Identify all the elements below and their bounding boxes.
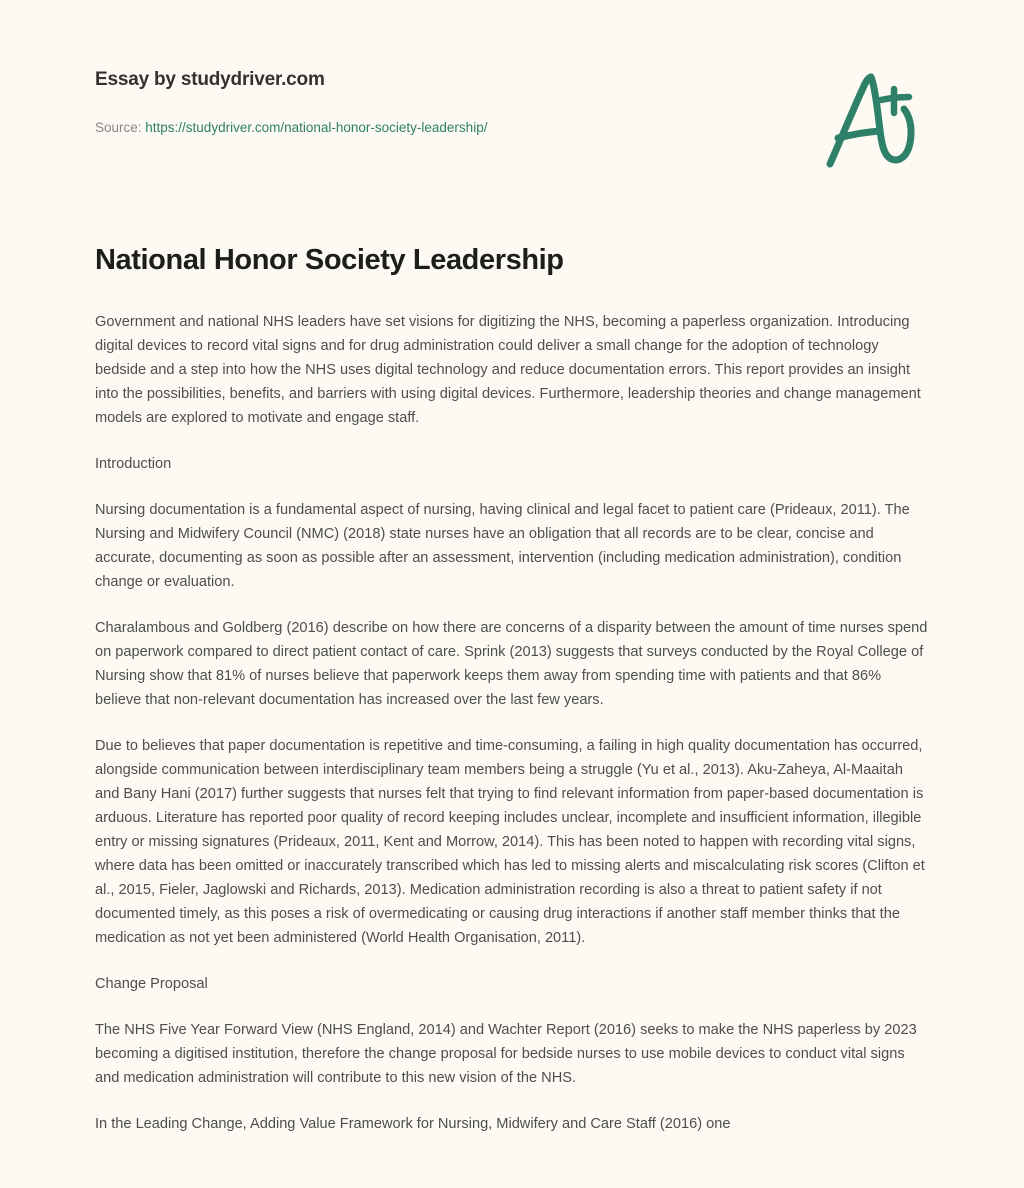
paragraph-intro-2: Charalambous and Goldberg (2016) describe on how there are concerns of a disparity between the amount of time nurses spend on paperwork compared to direct patient contact of care. Sprink (2013) suggests that surveys conducted by the Royal College of Nursing show that 81% of nurses believe that paperwork keeps them away from spending time with patients and that 86% believe that non-relevant documentation has increased over the last few years.	[95, 619, 928, 708]
paragraph-intro-1: Nursing documentation is a fundamental aspect of nursing, having clinical and legal facet to patient care (Prideaux, 2011). The Nursing and Midwifery Council (NMC) (2018) state nurses have an obligation that all records are to be clear, concise and accurate, documenting as soon as possible after an assessment, intervention (including medication administration), condition change or evaluation.	[95, 501, 910, 590]
section-heading-introduction: Introduction	[95, 455, 172, 472]
source-url-link[interactable]: https://studydriver.com/national-honor-society-leadership/	[145, 120, 488, 135]
paragraph-change-1: The NHS Five Year Forward View (NHS England, 2014) and Wachter Report (2016) seeks to make the NHS paperless by 2023 becoming a digitised institution, therefore the change proposal for bedside nurses to use mobile devices to conduct vital signs and medication administration will contribute to this new vision of the NHS.	[95, 1021, 917, 1086]
page-title: National Honor Society Leadership	[95, 244, 564, 276]
paragraph-change-2: In the Leading Change, Adding Value Framework for Nursing, Midwifery and Care Staff (2016) one	[95, 1115, 731, 1132]
paragraph-intro-3: Due to believes that paper documentation is repetitive and time-consuming, a failing in high quality documentation has occurred, alongside communication between interdisciplinary team members being a struggle (Yu et al., 2013). Aku-Zaheya, Al-Maaitah and Bany Hani (2017) further suggests that nurses felt that trying to find relevant information from paper-based documentation is arduous. Literature has reported poor quality of record keeping includes unclear, incomplete and insufficient information, illegible entry or missing signatures (Prideaux, 2011, Kent and Morrow, 2014). This has been noted to happen with recording vital signs, where data has been omitted or inaccurately transcribed which has led to missing alerts and miscalculating risk scores (Clifton et al., 2015, Fieler, Jaglowski and Richards, 2013). Medication administration recording is also a threat to patient safety if not documented timely, as this poses a risk of overmedicating or causing drug interactions if another staff member thinks that the medication as not yet been administered (World Health Organisation, 2011).	[95, 737, 925, 946]
a-plus-logo-icon	[818, 64, 930, 176]
page-header	[0, 0, 1024, 200]
essay-byline: Essay by studydriver.com	[95, 69, 325, 90]
a-plus-logo-svg	[818, 64, 930, 176]
source-label: Source:	[95, 120, 146, 135]
document-body	[95, 243, 931, 1136]
section-heading-change-proposal: Change Proposal	[95, 975, 208, 992]
paragraph-abstract: Government and national NHS leaders have set visions for digitizing the NHS, becoming a paperless organization. Introducing digital devices to record vital signs and for drug administration could deliver a small change for the adoption of technology bedside and a step into how the NHS uses digital technology and reduce documentation errors. This report provides an insight into the possibilities, benefits, and barriers with using digital devices. Furthermore, leadership theories and change management models are explored to motivate and engage staff.	[95, 313, 921, 426]
source-line	[95, 120, 487, 135]
